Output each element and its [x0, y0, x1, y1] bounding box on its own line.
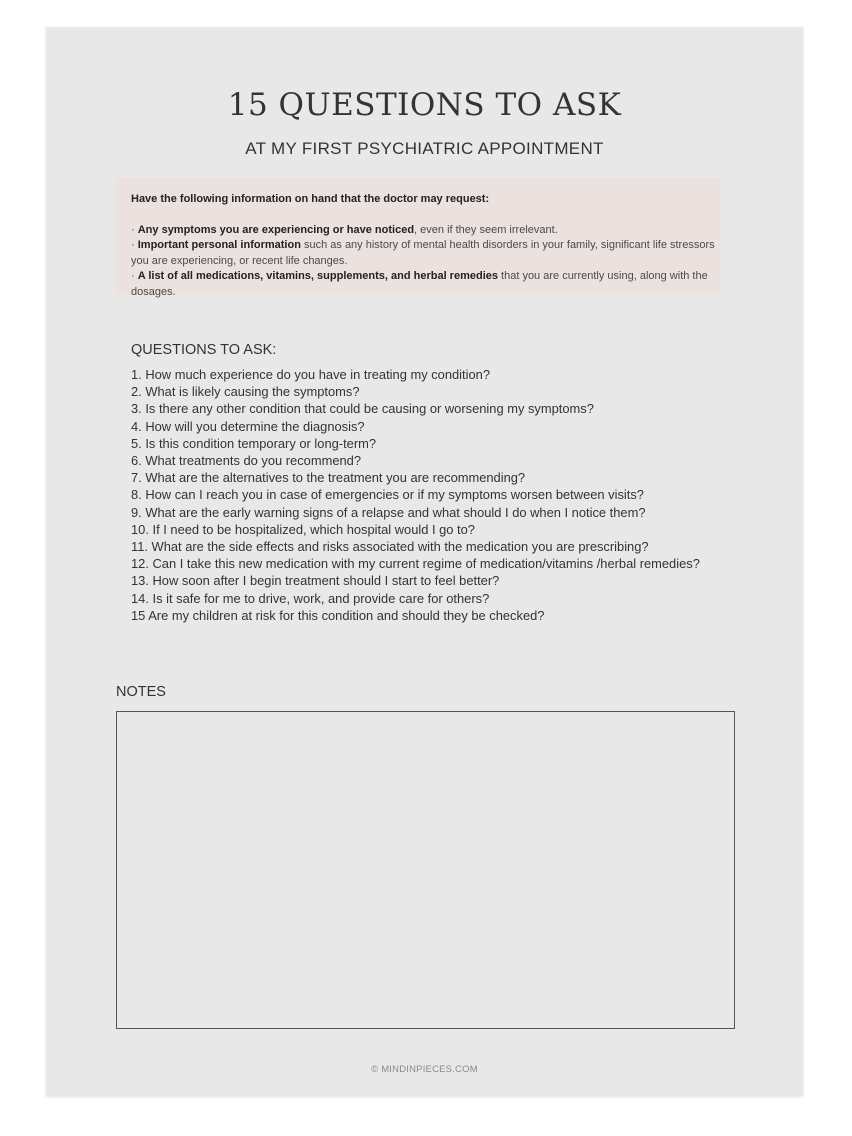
question-item: 15 Are my children at risk for this condition and should they be checked? [131, 607, 545, 623]
question-item: 7. What are the alternatives to the treatment you are recommending? [131, 470, 526, 486]
question-item: 14. Is it safe for me to drive, work, and provide care for others? [131, 590, 490, 606]
question-item: 11. What are the side effects and risks associated with the medication you are prescribing? [131, 539, 649, 555]
info-item-text: , even if they seem irrelevant. [414, 223, 558, 236]
questions-heading: QUESTIONS TO ASK: [131, 342, 277, 358]
info-item-text: such as any history of mental health disorders in your family, significant life stressors you are experiencing, or recent life changes. [131, 239, 715, 267]
notes-box [116, 711, 735, 1029]
info-item-bold: A list of all medications, vitamins, supplements, and herbal remedies [137, 270, 498, 282]
page-title: 15 QUESTIONS TO ASK [227, 87, 622, 123]
question-item: 13. How soon after I begin treatment should I start to feel better? [131, 573, 500, 589]
info-box [116, 178, 720, 298]
question-item: 6. What treatments do you recommend? [131, 453, 361, 469]
info-heading: Have the following information on hand that the doctor may request: [131, 193, 490, 205]
info-item-bold: Important personal information [137, 239, 301, 251]
bullet: · [131, 239, 138, 251]
question-item: 5. Is this condition temporary or long-term? [131, 435, 377, 451]
info-item-bold: Any symptoms you are experiencing or have noticed [137, 223, 415, 236]
info-item-text: that you are currently using, along with the dosages. [131, 270, 708, 298]
questions-list [131, 366, 731, 624]
document-page [46, 27, 803, 1096]
question-item: 10. If I need to be hospitalized, which hospital would I go to? [131, 521, 475, 537]
question-item: 12. Can I take this new medication with my current regime of medication/vitamins /herbal remedies? [131, 556, 700, 572]
bullet: · [131, 270, 138, 282]
info-item [131, 238, 720, 269]
question-item: 1. How much experience do you have in treating my condition? [131, 367, 490, 382]
footer-credit: © MINDINPIECES.COM [371, 1064, 478, 1075]
page-subtitle: AT MY FIRST PSYCHIATRIC APPOINTMENT [245, 139, 604, 158]
question-item: 4. How will you determine the diagnosis? [131, 418, 365, 434]
question-item: 3. Is there any other condition that could be causing or worsening my symptoms? [131, 401, 594, 417]
question-item: 2. What is likely causing the symptoms? [131, 384, 360, 400]
info-item [131, 223, 720, 239]
question-item: 9. What are the early warning signs of a relapse and what should I do when I notice them? [131, 504, 646, 520]
notes-label: NOTES [116, 684, 166, 700]
bullet: · [131, 223, 138, 236]
info-item [131, 269, 720, 300]
question-item: 8. How can I reach you in case of emergencies or if my symptoms worsen between visits? [131, 487, 644, 503]
